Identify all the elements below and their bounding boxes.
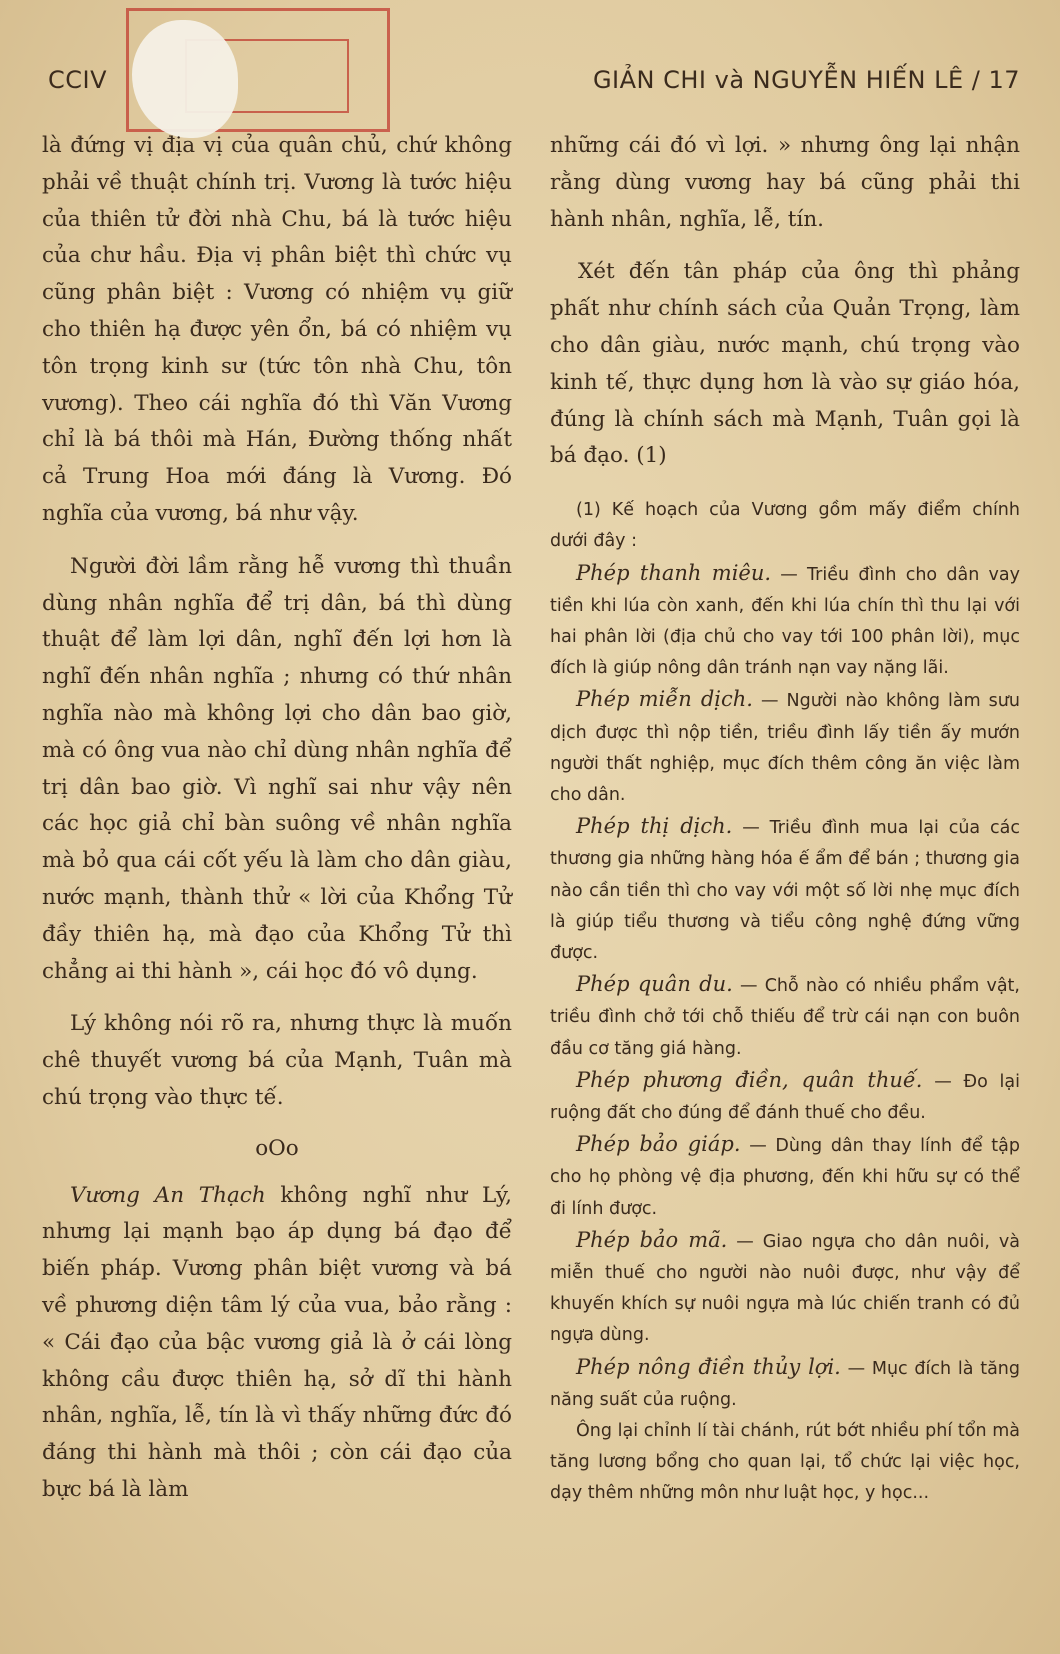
running-title: GIẢN CHI và NGUYỄN HIẾN LÊ / 17 — [592, 66, 1020, 94]
left-column — [42, 128, 512, 1509]
policy-text: — Triều đình cho dân vay tiền khi lúa còn xanh, đến khi lúa chín thì thu lại với hai phân lời (địa chủ cho vay tới 100 phân lời), mục đích là giúp nông dân tránh nạn vay nặng lãi. — [550, 564, 1020, 679]
page-number-roman: CCIV — [48, 66, 108, 94]
paragraph-text: không nghĩ như Lý, nhưng lại mạnh bạo áp dụng bá đạo để biến pháp. Vương phân biệt vương và bá về phương diện tâm lý của vua, bảo rằng : « Cái đạo của bậc vương giả là ở cái lòng không cầu được thiên hạ, sở dĩ thi hành nhân, nghĩa, lễ, tín là vì thấy những đức đó đáng thi hành mà thôi ; còn cái đạo của bực bá là làm — [42, 1182, 512, 1502]
footnote-intro: (1) Kế hoạch của Vương gồm mấy điểm chính dưới đây : — [550, 500, 1020, 552]
policy-text: — Dùng dân thay lính để tập cho họ phòng vệ địa phương, đến khi hữu sự có thể đi lính được. — [550, 1136, 1020, 1219]
footnote-item — [550, 684, 1020, 811]
footnote-item — [550, 1225, 1020, 1352]
paragraph: là đứng vị địa vị của quân chủ, chứ không phải về thuật chính trị. Vương là tước hiệu của thiên tử đời nhà Chu, bá là tước hiệu của chư hầu. Địa vị phân biệt thì chức vụ cũng phân biệt : Vương có nhiệm vụ giữ cho thiên hạ được yên ổn, bá có nhiệm vụ tôn trọng kinh sư (tức tôn nhà Chu, tôn vương). Theo cái nghĩa đó thì Văn Vương chỉ là bá thôi mà Hán, Đường thống nhất cả Trung Hoa mới đáng là Vương. Đó nghĩa của vương, bá như vậy. — [42, 133, 512, 526]
policy-term: Phép thanh miêu. — [576, 560, 772, 585]
person-name: Vương An Thạch — [70, 1182, 266, 1208]
policy-term: Phép miễn dịch. — [576, 687, 753, 712]
policy-text: — Đo lại ruộng đất cho đúng để đánh thuế cho đều. — [550, 1071, 1020, 1124]
footnote-item — [550, 969, 1020, 1065]
policy-term: Phép quân du. — [576, 972, 733, 997]
footnote-item — [550, 1129, 1020, 1225]
policy-term: Phép thị dịch. — [576, 814, 733, 839]
paragraph: Người đời lầm rằng hễ vương thì thuần dùng nhân nghĩa để trị dân, bá thì dùng thuật để làm lợi dân, nghĩ đến lợi hơn là nghĩ đến nhân nghĩa ; nhưng có thứ nhân nghĩa nào mà không lợi cho dân bao giờ, mà có ông vua nào chỉ dùng nhân nghĩa để trị dân bao giờ. Vì nghĩ sai như vậy nên các học giả chỉ bàn suông về nhân nghĩa mà bỏ qua cái cốt yếu là làm cho dân giàu, nước mạnh, thành thử « lời của Khổng Tử đầy thiên hạ, mà đạo của Khổng Tử thì chẳng ai thi hành », cái học đó vô dụng. — [42, 553, 512, 984]
policy-term: Phép nông điền thủy lợi. — [576, 1354, 841, 1379]
page-header — [48, 66, 1020, 106]
footnote-item — [550, 811, 1020, 969]
paragraph — [42, 1178, 512, 1509]
footnote-item — [550, 1352, 1020, 1416]
policy-text: — Triều đình mua lại của các thương gia những hàng hóa ế ẩm để bán ; thương gia nào cần tiền thì cho vay với một số lời nhẹ mục đích là giúp tiểu thương và tiểu công nghệ đứng vững được. — [550, 818, 1020, 964]
policy-text: — Mục đích là tăng năng suất của ruộng. — [550, 1358, 1020, 1410]
footnote-item — [550, 1065, 1020, 1129]
paragraph: Lý không nói rõ ra, nhưng thực là muốn chê thuyết vương bá của Mạnh, Tuân mà chú trọng vào thực tế. — [42, 1011, 512, 1110]
right-column — [550, 128, 1020, 1510]
policy-term: Phép bảo mã. — [576, 1227, 728, 1252]
policy-term: Phép phương điền, quân thuế. — [576, 1067, 923, 1092]
policy-text: — Chỗ nào có nhiều phẩm vật, triều đình chở tới chỗ thiếu để trừ cái nạn con buôn đầu cơ tăng giá hàng. — [550, 976, 1020, 1059]
footnote-closing: Ông lại chỉnh lí tài chánh, rút bớt nhiều phí tổn mà tăng lương bổng cho quan lại, tổ chức lại việc học, dạy thêm những môn như luật học, y học... — [550, 1421, 1020, 1504]
section-separator: oOo — [255, 1135, 299, 1161]
footnote — [550, 495, 1020, 1510]
footnote-item — [550, 558, 1020, 685]
policy-term: Phép bảo giáp. — [576, 1132, 741, 1157]
policy-text: — Người nào không làm sưu dịch được thì nộp tiền, triều đình lấy tiền ấy mướn người thất nghiệp, mục đích thêm công ăn việc làm cho dân. — [550, 691, 1020, 805]
paragraph: những cái đó vì lợi. » nhưng ông lại nhận rằng dùng vương hay bá cũng phải thi hành nhân, nghĩa, lễ, tín. — [550, 133, 1020, 232]
paragraph: Xét đến tân pháp của ông thì phảng phất như chính sách của Quản Trọng, làm cho dân giàu, nước mạnh, chú trọng vào kinh tế, thực dụng hơn là vào sự giáo hóa, đúng là chính sách mà Mạnh, Tuân gọi là bá đạo. (1) — [550, 259, 1020, 469]
policy-text: — Giao ngựa cho dân nuôi, và miễn thuế cho người nào nuôi được, như vậy để khuyến khích sự nuôi ngựa mà lúc chiến tranh có đủ ngựa dùng. — [550, 1231, 1020, 1346]
